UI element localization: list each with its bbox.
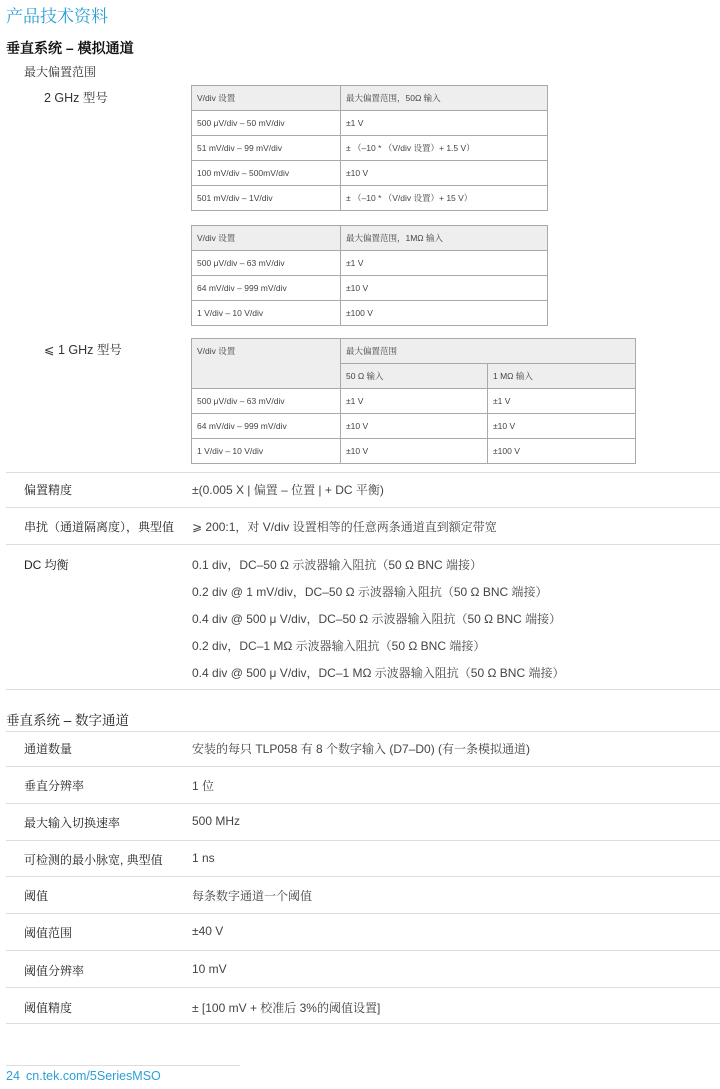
- table-row: [192, 136, 548, 161]
- digital-row-value: 1 ns: [192, 851, 215, 865]
- divider: [6, 472, 720, 473]
- digital-row-label: 可检测的最小脉宽, 典型值: [24, 853, 163, 867]
- table-row: [192, 301, 548, 326]
- offset-table-50ohm: [191, 85, 548, 211]
- table-row: [192, 251, 548, 276]
- divider: [6, 766, 720, 767]
- dc-balance-value: 0.1 div，DC–50 Ω 示波器输入阻抗（50 Ω BNC 端接）: [192, 558, 483, 572]
- table-cell: 500 μV/div – 50 mV/div: [192, 111, 341, 136]
- table-cell: 500 μV/div – 63 mV/div: [192, 251, 341, 276]
- dc-balance-value: 0.2 div，DC–1 MΩ 示波器输入阻抗（50 Ω BNC 端接）: [192, 639, 486, 653]
- table-cell: ±10 V: [488, 414, 636, 439]
- divider: [6, 987, 720, 988]
- table-cell: ±10 V: [341, 161, 548, 186]
- section-title-analog: 垂直系统 – 模拟通道: [6, 40, 134, 56]
- table-cell: ±100 V: [488, 439, 636, 464]
- table-header-cell: 1 MΩ 输入: [488, 364, 636, 389]
- divider: [6, 689, 720, 690]
- digital-row-value: 10 mV: [192, 962, 227, 976]
- digital-row-value: ±40 V: [192, 924, 224, 938]
- table-row: [192, 414, 636, 439]
- table-header-cell: V/div 设置: [192, 86, 341, 111]
- digital-row-label: 阈值精度: [24, 1001, 73, 1015]
- table-row: [192, 389, 636, 414]
- dc-balance-label: DC 均衡: [24, 558, 69, 572]
- section-title-digital: 垂直系统 – 数字通道: [6, 713, 130, 728]
- table-row: [192, 186, 548, 211]
- table-cell: ±1 V: [341, 111, 548, 136]
- model-1ghz-label: ⩽ 1 GHz 型号: [44, 343, 122, 357]
- model-2ghz-label: 2 GHz 型号: [44, 91, 108, 105]
- divider: [6, 1023, 720, 1024]
- divider: [6, 876, 720, 877]
- crosstalk-value: ⩾ 200:1，对 V/div 设置相等的任意两条通道直到额定带宽: [192, 520, 497, 534]
- digital-row-label: 通道数量: [24, 742, 73, 756]
- table-cell: ±10 V: [341, 439, 488, 464]
- dc-balance-value: 0.4 div @ 500 μ V/div，DC–1 MΩ 示波器输入阻抗（50 Ω BNC 端接）: [192, 666, 565, 680]
- footer-url-link[interactable]: cn.tek.com/5SeriesMSO: [26, 1069, 161, 1083]
- table-cell: ±1 V: [488, 389, 636, 414]
- table-cell: ±1 V: [341, 251, 548, 276]
- table-header-cell: 50 Ω 输入: [341, 364, 488, 389]
- digital-row-value: 500 MHz: [192, 814, 241, 828]
- divider: [6, 507, 720, 508]
- table-row: [192, 111, 548, 136]
- table-header-cell: 最大偏置范围，50Ω 输入: [341, 86, 548, 111]
- table-header-cell: V/div 设置: [192, 226, 341, 251]
- digital-row-label: 最大输入切换速率: [24, 816, 121, 830]
- page-number: 24: [6, 1069, 20, 1083]
- page-header-title: 产品技术资料: [6, 7, 108, 26]
- table-header-row: [192, 339, 636, 364]
- table-cell: ± （–10 * （V/div 设置）+ 15 V）: [341, 186, 548, 211]
- offset-accuracy-value: ±(0.005 X | 偏置 – 位置 | + DC 平衡): [192, 483, 384, 497]
- table-header-row: [192, 86, 548, 111]
- table-header-cell: 最大偏置范围，1MΩ 输入: [341, 226, 548, 251]
- table-cell: ±10 V: [341, 276, 548, 301]
- table-cell: 64 mV/div – 999 mV/div: [192, 414, 341, 439]
- digital-row-value: 安装的每只 TLP058 有 8 个数字输入 (D7–D0) (有一条模拟通道): [192, 742, 531, 756]
- digital-row-label: 垂直分辨率: [24, 779, 85, 793]
- offset-range-label: 最大偏置范围: [24, 65, 97, 79]
- divider: [6, 731, 720, 732]
- table-cell: 1 V/div – 10 V/div: [192, 301, 341, 326]
- table-cell: ±1 V: [341, 389, 488, 414]
- digital-row-value: 1 位: [192, 779, 215, 793]
- table-cell: ±100 V: [341, 301, 548, 326]
- table-cell: ± （–10 * （V/div 设置）+ 1.5 V）: [341, 136, 548, 161]
- divider: [6, 840, 720, 841]
- dc-balance-value: 0.2 div @ 1 mV/div，DC–50 Ω 示波器输入阻抗（50 Ω BNC 端接）: [192, 585, 548, 599]
- divider: [6, 803, 720, 804]
- table-cell: 64 mV/div – 999 mV/div: [192, 276, 341, 301]
- offset-table-1mohm: [191, 225, 548, 326]
- table-cell: 100 mV/div – 500mV/div: [192, 161, 341, 186]
- table-cell: 51 mV/div – 99 mV/div: [192, 136, 341, 161]
- table-row: [192, 161, 548, 186]
- divider: [6, 544, 720, 545]
- table-row: [192, 439, 636, 464]
- table-cell: 500 μV/div – 63 mV/div: [192, 389, 341, 414]
- digital-row-value: 每条数字通道一个阈值: [192, 889, 313, 903]
- offset-accuracy-label: 偏置精度: [24, 483, 73, 497]
- table-cell: ±10 V: [341, 414, 488, 439]
- table-row: [192, 276, 548, 301]
- table-cell: 1 V/div – 10 V/div: [192, 439, 341, 464]
- digital-row-label: 阈值范围: [24, 926, 73, 940]
- digital-row-value: ± [100 mV + 校准后 3%的阈值设置]: [192, 1001, 381, 1015]
- digital-row-label: 阈值分辨率: [24, 964, 85, 978]
- table-header-row: [192, 226, 548, 251]
- crosstalk-label: 串扰（通道隔离度），典型值: [24, 520, 175, 534]
- dc-balance-value: 0.4 div @ 500 μ V/div，DC–50 Ω 示波器输入阻抗（50 Ω BNC 端接）: [192, 612, 562, 626]
- footer-divider: [6, 1065, 240, 1066]
- offset-table-1ghz: [191, 338, 636, 464]
- divider: [6, 950, 720, 951]
- table-header-cell: 最大偏置范围: [341, 339, 636, 364]
- divider: [6, 913, 720, 914]
- digital-row-label: 阈值: [24, 889, 49, 903]
- table-header-cell: V/div 设置: [192, 339, 341, 389]
- table-cell: 501 mV/div – 1V/div: [192, 186, 341, 211]
